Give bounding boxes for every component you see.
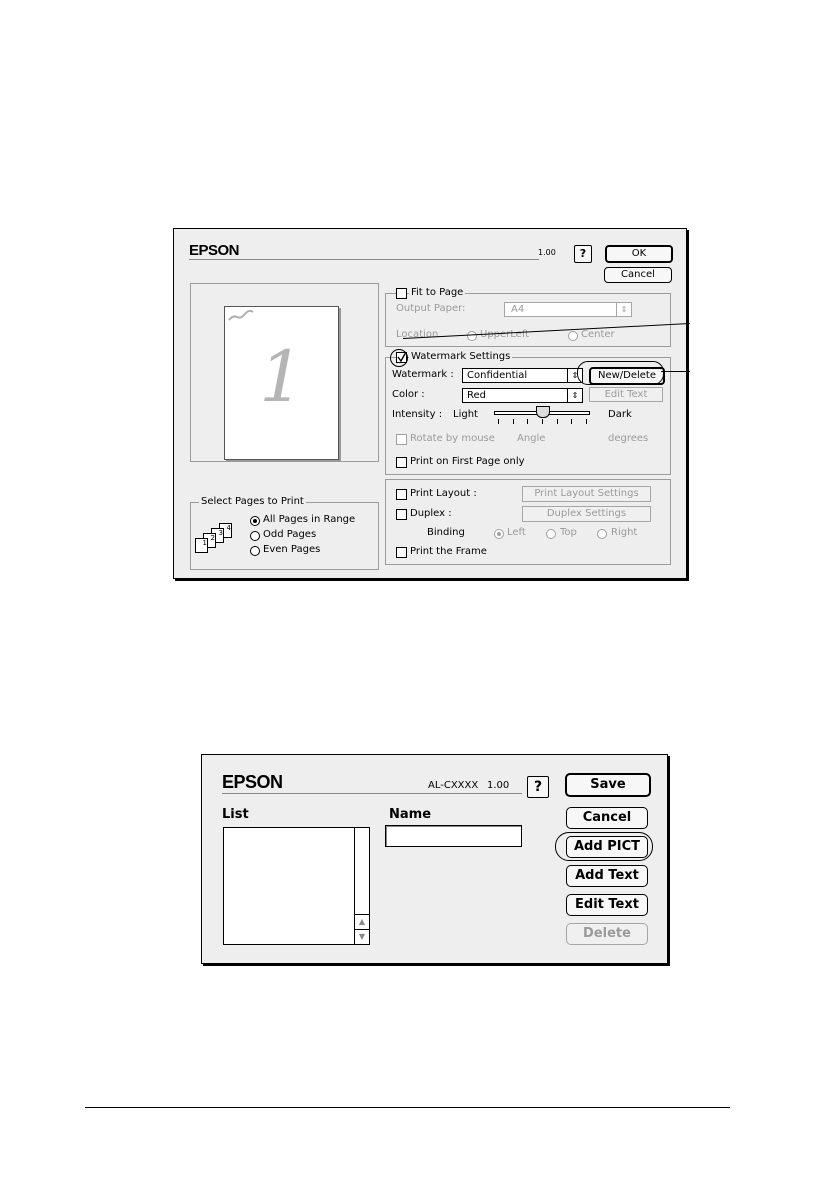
select-pages-group (190, 496, 379, 570)
duplex-checkbox[interactable] (396, 509, 407, 520)
select-pages-title: Select Pages to Print (201, 496, 304, 507)
epson-logo: EPSON (189, 242, 240, 259)
print-frame-label: Print the Frame (410, 546, 487, 557)
edit-text-button[interactable]: Edit Text (566, 894, 648, 916)
title-divider (222, 793, 522, 794)
title-divider (189, 259, 539, 260)
cancel-button[interactable]: Cancel (604, 267, 672, 283)
watermark-settings-label: Watermark Settings (411, 351, 511, 362)
print-layout-settings-button[interactable]: Print Layout Settings (522, 486, 651, 502)
list-label: List (222, 807, 249, 822)
watermark-editor-dialog (201, 754, 668, 964)
binding-left-label: Left (507, 527, 526, 538)
preview-page (224, 306, 339, 460)
print-layout-label: Print Layout : (410, 488, 477, 499)
multi-page-icon: 4 3 2 1 (195, 523, 235, 557)
slider-tick (527, 419, 528, 424)
odd-pages-radio[interactable] (250, 531, 260, 541)
add-text-button[interactable]: Add Text (566, 865, 648, 887)
preview-panel (190, 283, 379, 462)
print-layout-checkbox[interactable] (396, 489, 407, 500)
output-paper-value: A4 (511, 304, 525, 315)
all-pages-label: All Pages in Range (263, 514, 356, 525)
help-button[interactable]: ? (574, 245, 592, 263)
slider-thumb[interactable] (536, 406, 550, 418)
odd-pages-label: Odd Pages (263, 529, 317, 540)
color-label: Color : (392, 389, 425, 400)
upper-left-label: UpperLeft (480, 329, 530, 340)
binding-top-label: Top (560, 527, 577, 538)
slider-tick (557, 419, 558, 424)
binding-left-radio[interactable] (494, 529, 504, 539)
fit-to-page-label: Fit to Page (411, 287, 464, 298)
intensity-light-label: Light (453, 409, 478, 420)
even-pages-label: Even Pages (263, 544, 321, 555)
location-label: Location (396, 329, 439, 340)
edit-text-button[interactable]: Edit Text (589, 387, 663, 402)
fit-to-page-group (385, 287, 671, 347)
slider-tick (513, 419, 514, 424)
color-select[interactable] (462, 388, 583, 403)
watermark-scribble-icon (227, 309, 257, 323)
callout-circle-add-pict (555, 832, 653, 861)
first-page-only-label: Print on First Page only (410, 456, 525, 467)
rotate-by-mouse-label: Rotate by mouse (410, 433, 495, 444)
binding-top-radio[interactable] (546, 529, 556, 539)
help-button[interactable]: ? (527, 776, 549, 798)
degrees-label: degrees (608, 433, 649, 444)
binding-right-label: Right (611, 527, 638, 538)
duplex-settings-button[interactable]: Duplex Settings (522, 506, 651, 522)
new-delete-button[interactable]: New/Delete (589, 367, 665, 385)
angle-label: Angle (517, 433, 546, 444)
all-pages-radio[interactable] (250, 516, 260, 526)
intensity-slider[interactable] (494, 406, 590, 424)
even-pages-radio[interactable] (250, 546, 260, 556)
slider-tick (586, 419, 587, 424)
delete-button[interactable]: Delete (566, 923, 648, 945)
watermark-value: Confidential (467, 370, 528, 381)
callout-circle-checkbox (390, 349, 408, 367)
updown-arrow-icon: ⇕ (616, 303, 631, 316)
scroll-down-arrow-icon[interactable]: ▼ (355, 929, 369, 944)
duplex-label: Duplex : (410, 508, 452, 519)
color-value: Red (467, 390, 486, 401)
add-pict-button[interactable]: Add PICT (566, 836, 648, 858)
watermark-select[interactable] (462, 368, 583, 383)
intensity-dark-label: Dark (608, 409, 632, 420)
name-field[interactable] (385, 825, 522, 847)
watermark-list[interactable] (223, 827, 370, 945)
epson-logo: EPSON (222, 772, 283, 792)
updown-arrow-icon: ⇕ (567, 389, 582, 402)
preview-page-number: 1 (259, 336, 304, 418)
output-paper-label: Output Paper: (396, 303, 466, 314)
center-radio[interactable] (568, 331, 578, 341)
slider-tick (498, 419, 499, 424)
first-page-only-checkbox[interactable] (396, 457, 407, 468)
save-button[interactable]: Save (565, 773, 651, 797)
model-label: AL-CXXXX (428, 780, 479, 791)
updown-arrow-icon: ⇕ (567, 369, 582, 382)
slider-tick (542, 419, 543, 424)
version-label: 1.00 (487, 780, 510, 791)
callout-line-new-delete (661, 371, 690, 372)
rotate-by-mouse-checkbox[interactable] (396, 434, 407, 445)
ok-button[interactable]: OK (605, 245, 673, 263)
binding-right-radio[interactable] (597, 529, 607, 539)
footer-rule (85, 1107, 730, 1108)
printer-settings-dialog (173, 228, 687, 579)
print-frame-checkbox[interactable] (396, 547, 407, 558)
intensity-label: Intensity : (392, 409, 443, 420)
fit-to-page-checkbox[interactable] (396, 288, 407, 299)
output-paper-select[interactable] (504, 302, 632, 317)
slider-tick (571, 419, 572, 424)
callout-circle-new-delete (577, 361, 664, 385)
name-label: Name (389, 807, 432, 822)
binding-label: Binding (427, 527, 465, 538)
cancel-button[interactable]: Cancel (566, 807, 648, 829)
center-label: Center (581, 329, 615, 340)
scroll-up-arrow-icon[interactable]: ▲ (355, 914, 369, 929)
layout-group (385, 479, 671, 565)
upper-left-radio[interactable] (467, 331, 477, 341)
version-label: 1.00 (538, 248, 556, 257)
list-scrollbar[interactable] (354, 828, 369, 944)
watermark-label: Watermark : (392, 369, 454, 380)
